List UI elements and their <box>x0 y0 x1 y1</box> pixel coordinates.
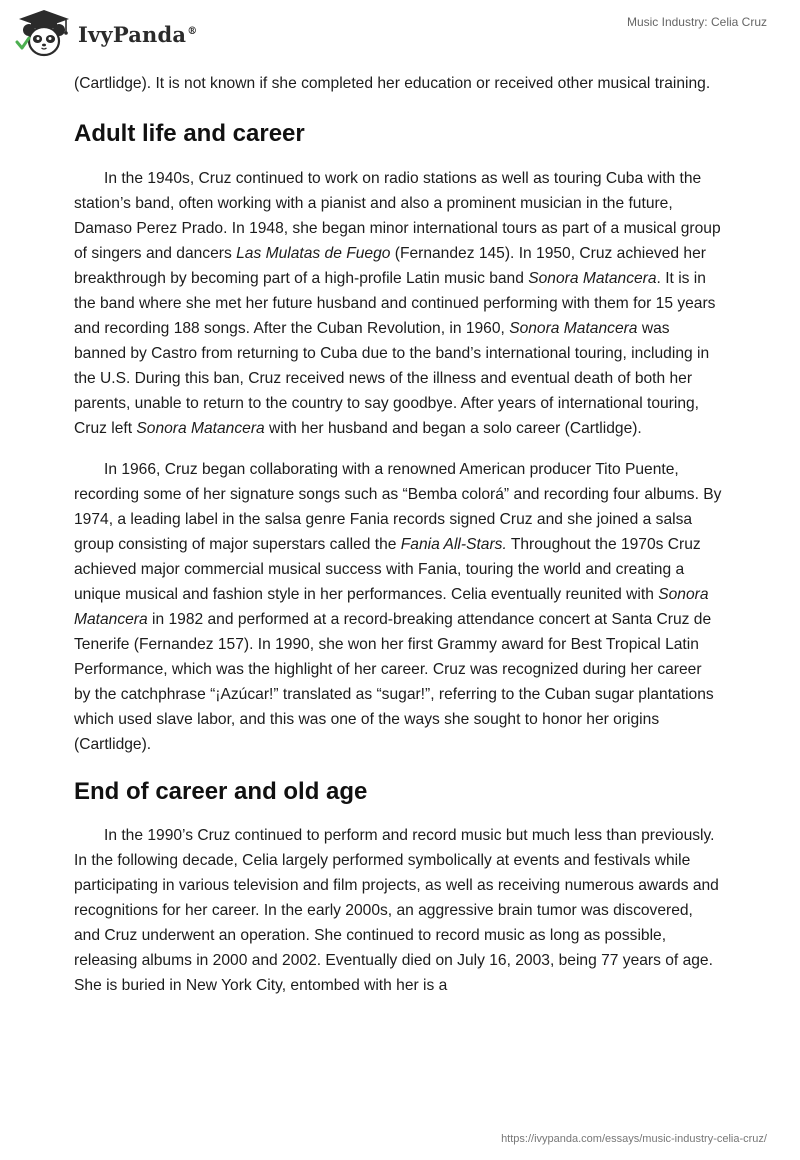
ivypanda-logo[interactable] <box>14 8 197 58</box>
paragraph-adult-1: In the 1940s, Cruz continued to work on radio stations as well as touring Cuba with the station’s band, often working with a pianist and also a prominent musician in the future, Damaso Perez Prado. In 1948, she began minor international tours as part of a musical group of singers and dancers Las Mulatas de Fuego (Fernandez 145). In 1950, Cruz achieved her breakthrough by becoming part of a high-profile Latin music band Sonora Matancera. It is in the band where she met her future husband and continued performing with them for 15 years and recording 188 songs. After the Cuban Revolution, in 1960, Sonora Matancera was banned by Castro from returning to Cuba due to the band’s international touring, including in the U.S. During this ban, Cruz received news of the illness and eventual death of both her parents, unable to return to the country to say goodbye. After years of international touring, Cruz left Sonora Matancera with her husband and began a solo career (Cartlidge). <box>74 170 721 437</box>
panda-graduate-icon <box>14 8 74 58</box>
footer-source-url[interactable]: https://ivypanda.com/essays/music-industry-celia-cruz/ <box>501 1133 767 1145</box>
paragraph-end-1: In the 1990’s Cruz continued to perform and record music but much less than previously. In the following decade, Celia largely performed symbolically at events and festivals while participating in various television and film projects, as well as receiving numerous awards and recognitions for her career. In the early 2000s, an aggressive brain tumor was discovered, and Cruz underwent an operation. She continued to record music as long as possible, releasing albums in 2000 and 2002. Eventually died on July 16, 2003, being 77 years of age. She is buried in New York City, entombed with her is a <box>74 827 719 994</box>
essay-content <box>74 71 722 998</box>
intro-paragraph: (Cartlidge). It is not known if she completed her education or received other musical training. <box>74 75 711 92</box>
page-header <box>0 0 800 66</box>
paragraph-adult-2: In 1966, Cruz began collaborating with a renowned American producer Tito Puente, recording some of her signature songs such as “Bemba colorá” and recording four albums. By 1974, a leading label in the salsa genre Fania records signed Cruz and she joined a salsa group consisting of major superstars called the Fania All-Stars. Throughout the 1970s Cruz achieved major commercial musical success with Fania, touring the world and creating a unique musical and fashion style in her performances. Celia eventually reunited with Sonora Matancera in 1982 and performed at a record-breaking attendance concert at Santa Cruz de Tenerife (Fernandez 157). In 1990, she won her first Grammy award for Best Tropical Latin Performance, which was the highlight of her career. Cruz was recognized during her career by the catchphrase “¡Azúcar!” translated as “sugar!”, referring to the Cuban sugar plantations which used slave labor, and this was one of the ways she sought to honor her origins (Cartlidge). <box>74 461 722 753</box>
logo-wordmark: IvyPanda® <box>78 21 198 47</box>
section-heading-end-of-career: End of career and old age <box>74 778 368 805</box>
section-heading-adult-life: Adult life and career <box>74 120 305 147</box>
document-title: Music Industry: Celia Cruz <box>626 15 767 29</box>
